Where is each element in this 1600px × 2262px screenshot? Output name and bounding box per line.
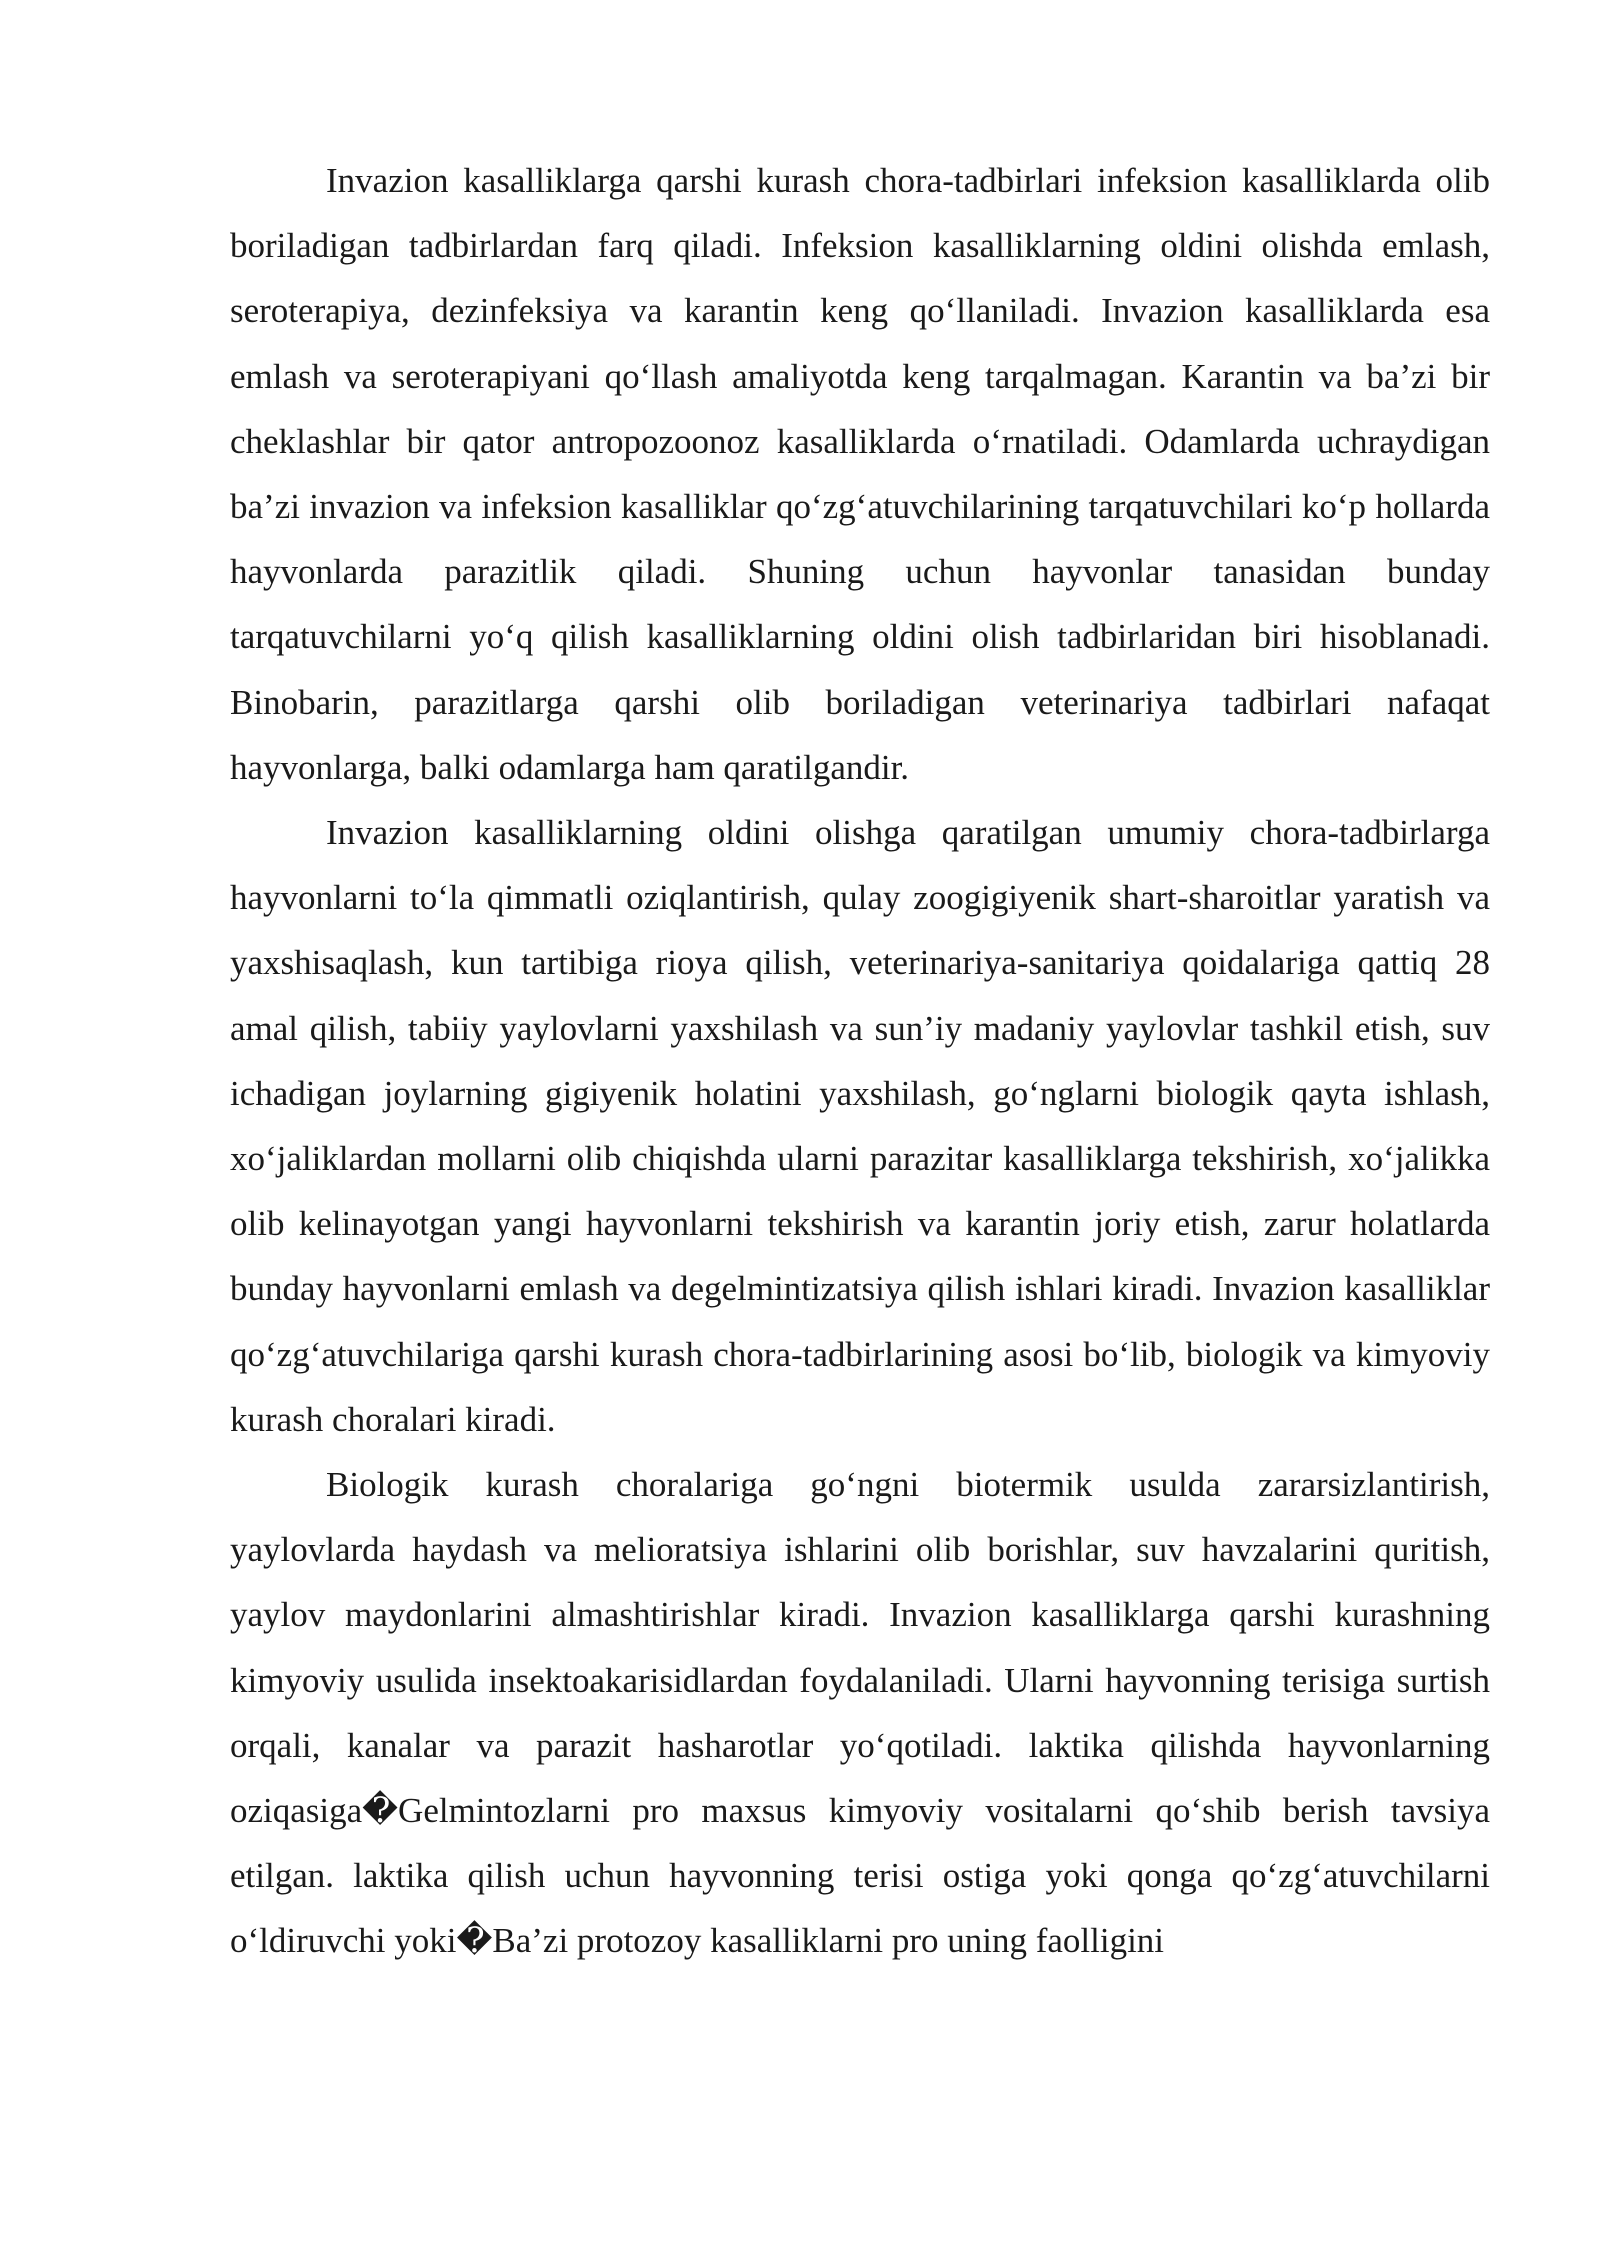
paragraph-2: Invazion kasalliklarning oldini olishga qaratilgan umumiy chora-tadbirlarga hayvonlarni to‘la qimmatli oziqlantirish, qulay zoogigiyenik shart-sharoitlar yaratish va yaxshisaqlash, kun tartibiga rioya qilish, veterinariya-sanitariya qoidalariga qattiq 28 amal qilish, tabiiy yaylovlarni yaxshilash va sun’iy madaniy yaylovlar tashkil etish, suv ichadigan joylarning gigiyenik holatini yaxshilash, go‘nglarni biologik qayta ishlash, xo‘jaliklardan mollarni olib chiqishda ularni parazitar kasalliklarga tekshirish, xo‘jalikka olib kelinayotgan yangi hayvonlarni tekshirish va karantin joriy etish, zarur holatlarda bunday hayvonlarni emlash va degelmintizatsiya qilish ishlari kiradi. Invazion kasalliklar qo‘zg‘atuvchilariga qarshi kurash chora-tadbirlarining asosi bo‘lib, biologik va kimyoviy kurash choralari kiradi. xyxy=(230,813,1490,1439)
paragraph-3: Biologik kurash choralariga go‘ngni biotermik usulda zararsizlantirish, yaylovlarda haydash va melioratsiya ishlarini olib borishlar, suv havzalarini quritish, yaylov maydonlarini almashtirishlar kiradi. Invazion kasalliklarga qarshi kurashning kimyoviy usulida insektoakarisidlardan foydalaniladi. Ularni hayvonning terisiga surtish orqali, kanalar va parazit hasharotlar yo‘qotiladi. laktika qilishda hayvonlarning oziqasiga�Gelmintozlarni pro maxsus kimyoviy vositalarni qo‘shib berish tavsiya etilgan. laktika qilish uchun hayvonning terisi ostiga yoki qonga qo‘zg‘atuvchilarni o‘ldiruvchi yoki�Ba’zi protozoy kasalliklarni pro uning faolligini xyxy=(230,1465,1490,1961)
paragraph-1: Invazion kasalliklarga qarshi kurash chora-tadbirlari infeksion kasalliklarda olib boriladigan tadbirlardan farq qiladi. Infeksion kasalliklarning oldini olishda emlash, seroterapiya, dezinfeksiya va karantin keng qo‘llaniladi. Invazion kasalliklarda esa emlash va seroterapiyani qo‘llash amaliyotda keng tarqalmagan. Karantin va ba’zi bir cheklashlar bir qator antropozoonoz kasalliklarda o‘rnatiladi. Odamlarda uchraydigan ba’zi invazion va infeksion kasalliklar qo‘zg‘atuvchilarining tarqatuvchilari ko‘p hollarda hayvonlarda parazitlik qiladi. Shuning uchun hayvonlar tanasidan bunday tarqatuvchilarni yo‘q qilish kasalliklarning oldini olish tadbirlaridan biri hisoblanadi. Binobarin, parazitlarga qarshi olib boriladigan veterinariya tadbirlari nafaqat hayvonlarga, balki odamlarga ham qaratilgandir. xyxy=(230,161,1490,787)
document-body xyxy=(230,148,1490,1974)
